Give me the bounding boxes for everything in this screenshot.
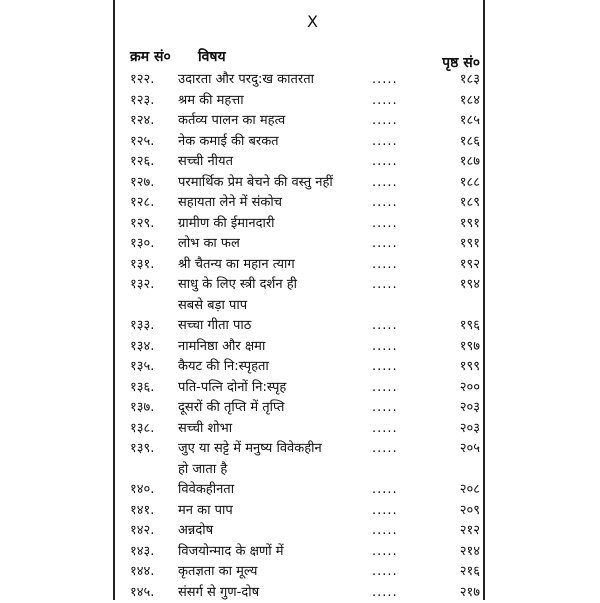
toc-entry-title-line: ग्रामीण की ईमानदारी — [178, 216, 275, 231]
page-border-right — [483, 0, 485, 600]
toc-entry-page-number: १८७ — [460, 152, 480, 173]
toc-entry-title — [178, 111, 378, 132]
toc-entry-leader-dots: ..... — [372, 480, 398, 501]
toc-entry-leader-dots: ..... — [372, 501, 398, 522]
subject-heading: विषय — [198, 47, 226, 66]
toc-entry-page-number: २०० — [460, 378, 480, 399]
toc-entry-page-number: १८५ — [460, 111, 480, 132]
toc-entry[interactable] — [130, 255, 480, 276]
toc-entry[interactable] — [130, 152, 480, 173]
toc-entry-title-line: संसर्ग से गुण-दोष — [178, 585, 259, 600]
toc-entry-title — [178, 521, 378, 542]
toc-entry-leader-dots: ..... — [372, 152, 398, 173]
toc-entry-leader-dots: ..... — [372, 357, 398, 378]
toc-entry[interactable] — [130, 398, 480, 419]
toc-entry-title — [178, 501, 378, 522]
toc-entry-title-line: पति-पत्नि दोनों नि:स्पृह — [178, 380, 286, 395]
toc-entry[interactable] — [130, 214, 480, 235]
table-of-contents — [130, 70, 480, 603]
toc-entry-page-number: २०८ — [460, 480, 480, 501]
toc-entry-title-line: दूसरों की तृप्ति में तृप्ति — [178, 400, 284, 415]
toc-entry-page-number: १९२ — [460, 255, 480, 276]
toc-entry[interactable] — [130, 480, 480, 501]
toc-entry-number: १३४. — [130, 337, 184, 358]
toc-entry-leader-dots: ..... — [372, 173, 398, 194]
toc-entry-page-number: १८३ — [460, 70, 480, 91]
toc-entry[interactable] — [130, 337, 480, 358]
toc-entry-number: १३७. — [130, 398, 184, 419]
toc-entry-title — [178, 562, 378, 583]
page-number: X — [307, 12, 318, 32]
toc-entry[interactable] — [130, 234, 480, 255]
toc-entry-title — [178, 337, 378, 358]
toc-entry-title-line: मन का पाप — [178, 503, 233, 518]
toc-entry-leader-dots: ..... — [372, 439, 398, 460]
toc-entry-number: १३३. — [130, 316, 184, 337]
toc-entry-title-line: सहायता लेने में संकोच — [178, 195, 282, 210]
toc-entry-title — [178, 439, 378, 480]
toc-entry-leader-dots: ..... — [372, 542, 398, 563]
toc-entry-title — [178, 542, 378, 563]
toc-entry[interactable] — [130, 111, 480, 132]
toc-entry-title — [178, 480, 378, 501]
toc-entry-page-number: २१२ — [460, 521, 480, 542]
toc-entry-page-number: २०३ — [460, 419, 480, 440]
toc-entry-title — [178, 398, 378, 419]
toc-entry-page-number: २०५ — [460, 439, 480, 460]
toc-entry-page-number: २१४ — [460, 542, 480, 563]
toc-entry-page-number: २०३ — [460, 398, 480, 419]
toc-entry-leader-dots: ..... — [372, 398, 398, 419]
toc-entry-number: १२४. — [130, 111, 184, 132]
toc-header — [130, 47, 480, 67]
toc-entry-leader-dots: ..... — [372, 562, 398, 583]
toc-entry-leader-dots: ..... — [372, 132, 398, 153]
toc-entry-number: १४४. — [130, 562, 184, 583]
toc-entry-page-number: १९१ — [460, 214, 480, 235]
toc-entry-title — [178, 193, 378, 214]
toc-entry-leader-dots: ..... — [372, 521, 398, 542]
toc-entry-leader-dots: ..... — [372, 91, 398, 112]
toc-entry-title — [178, 132, 378, 153]
toc-entry-page-number: २१७ — [460, 583, 480, 603]
toc-entry-title — [178, 91, 378, 112]
toc-entry-title — [178, 378, 378, 399]
toc-entry-title-line: अन्नदोष — [178, 523, 213, 538]
toc-entry-number: १२९. — [130, 214, 184, 235]
toc-entry-title-line: साधु के लिए स्त्री दर्शन ही — [178, 277, 297, 292]
toc-entry-page-number: १९४ — [460, 275, 480, 296]
toc-entry-title-line: नामनिष्ठा और क्षमा — [178, 339, 265, 354]
toc-entry-title — [178, 255, 378, 276]
toc-entry-page-number: १८९ — [460, 193, 480, 214]
toc-entry-title — [178, 357, 378, 378]
toc-entry-page-number: १८८ — [460, 173, 480, 194]
toc-entry-title-line: हो जाता है — [178, 462, 227, 477]
toc-entry-title-line: सच्चा गीता पाठ — [178, 318, 251, 333]
toc-entry-leader-dots: ..... — [372, 419, 398, 440]
toc-entry[interactable] — [130, 542, 480, 563]
toc-entry-number: १२५. — [130, 132, 184, 153]
toc-entry-number: १२८. — [130, 193, 184, 214]
toc-entry[interactable] — [130, 275, 480, 316]
toc-entry-number: १३९. — [130, 439, 184, 460]
toc-entry-page-number: १८४ — [460, 91, 480, 112]
toc-entry-title-line: कृतज्ञता का मूल्य — [178, 564, 257, 579]
toc-entry[interactable] — [130, 91, 480, 112]
toc-entry[interactable] — [130, 193, 480, 214]
toc-entry-title — [178, 173, 378, 194]
toc-entry[interactable] — [130, 316, 480, 337]
page-number-heading: पृष्ठ सं० — [442, 53, 480, 72]
toc-entry[interactable] — [130, 439, 480, 480]
toc-entry[interactable] — [130, 562, 480, 583]
toc-entry-page-number: १९६ — [460, 316, 480, 337]
toc-entry-leader-dots: ..... — [372, 255, 398, 276]
toc-entry-page-number: १९१ — [460, 234, 480, 255]
toc-entry-title-line: सबसे बड़ा पाप — [178, 298, 247, 313]
toc-entry-page-number: १९९ — [460, 357, 480, 378]
toc-entry-leader-dots: ..... — [372, 70, 398, 91]
toc-entry-leader-dots: ..... — [372, 378, 398, 399]
toc-entry-number: १३६. — [130, 378, 184, 399]
toc-entry-title-line: श्री चैतन्य का महान त्याग — [178, 257, 295, 272]
toc-entry-title — [178, 419, 378, 440]
toc-entry-page-number: १९७ — [460, 337, 480, 358]
toc-entry[interactable] — [130, 419, 480, 440]
toc-entry-title — [178, 316, 378, 337]
page-border-left — [113, 0, 115, 600]
toc-entry-title — [178, 214, 378, 235]
toc-entry-number: १२३. — [130, 91, 184, 112]
toc-entry-title — [178, 234, 378, 255]
toc-entry-title-line: जुए या सट्टे में मनुष्य विवेकहीन — [178, 441, 322, 456]
toc-entry-number: १४३. — [130, 542, 184, 563]
toc-entry-number: १४२. — [130, 521, 184, 542]
toc-entry-title-line: नेक कमाई की बरकत — [178, 134, 279, 149]
toc-entry-number: १४५. — [130, 583, 184, 603]
toc-entry-page-number: १८६ — [460, 132, 480, 153]
toc-entry-title — [178, 275, 378, 316]
toc-entry-title-line: सच्ची नीयत — [178, 154, 233, 169]
toc-entry-number: १३५. — [130, 357, 184, 378]
toc-entry-title — [178, 70, 378, 91]
toc-entry-title-line: श्रम की महत्ता — [178, 93, 244, 108]
toc-entry-leader-dots: ..... — [372, 214, 398, 235]
toc-entry-page-number: २०९ — [460, 501, 480, 522]
toc-entry-leader-dots: ..... — [372, 111, 398, 132]
toc-entry[interactable] — [130, 173, 480, 194]
toc-entry-leader-dots: ..... — [372, 193, 398, 214]
toc-entry-number: १३०. — [130, 234, 184, 255]
toc-entry-title-line: उदारता और परदु:ख कातरता — [178, 72, 314, 87]
toc-entry-leader-dots: ..... — [372, 337, 398, 358]
toc-entry-title — [178, 152, 378, 173]
serial-number-heading: क्रम सं० — [130, 47, 171, 66]
toc-entry-number: १४१. — [130, 501, 184, 522]
toc-entry[interactable] — [130, 132, 480, 153]
toc-entry-page-number: २१६ — [460, 562, 480, 583]
toc-entry-title-line: सच्ची शोभा — [178, 421, 232, 436]
toc-entry-title-line: कर्तव्य पालन का महत्व — [178, 113, 285, 128]
toc-entry-number: १३१. — [130, 255, 184, 276]
toc-entry-leader-dots: ..... — [372, 316, 398, 337]
toc-entry-number: १२२. — [130, 70, 184, 91]
toc-entry[interactable] — [130, 70, 480, 91]
toc-entry-number: १३२. — [130, 275, 184, 296]
toc-entry-title-line: लोभ का फल — [178, 236, 240, 251]
toc-entry-leader-dots: ..... — [372, 234, 398, 255]
toc-entry-number: १२७. — [130, 173, 184, 194]
toc-entry-number: १४०. — [130, 480, 184, 501]
toc-entry[interactable] — [130, 378, 480, 399]
toc-entry-title-line: कैयट की नि:स्पृहता — [178, 359, 269, 374]
toc-entry-leader-dots: ..... — [372, 275, 398, 296]
toc-entry-number: १३८. — [130, 419, 184, 440]
toc-entry-title-line: विवेकहीनता — [178, 482, 234, 497]
toc-entry-title-line: परमार्थिक प्रेम बेचने की वस्तु नहीं — [178, 175, 333, 190]
toc-entry[interactable] — [130, 521, 480, 542]
toc-entry[interactable] — [130, 357, 480, 378]
toc-entry-leader-dots: ..... — [372, 583, 398, 603]
toc-entry-number: १२६. — [130, 152, 184, 173]
toc-entry-title-line: विजयोन्माद के क्षणों में — [178, 544, 284, 559]
toc-entry[interactable] — [130, 501, 480, 522]
